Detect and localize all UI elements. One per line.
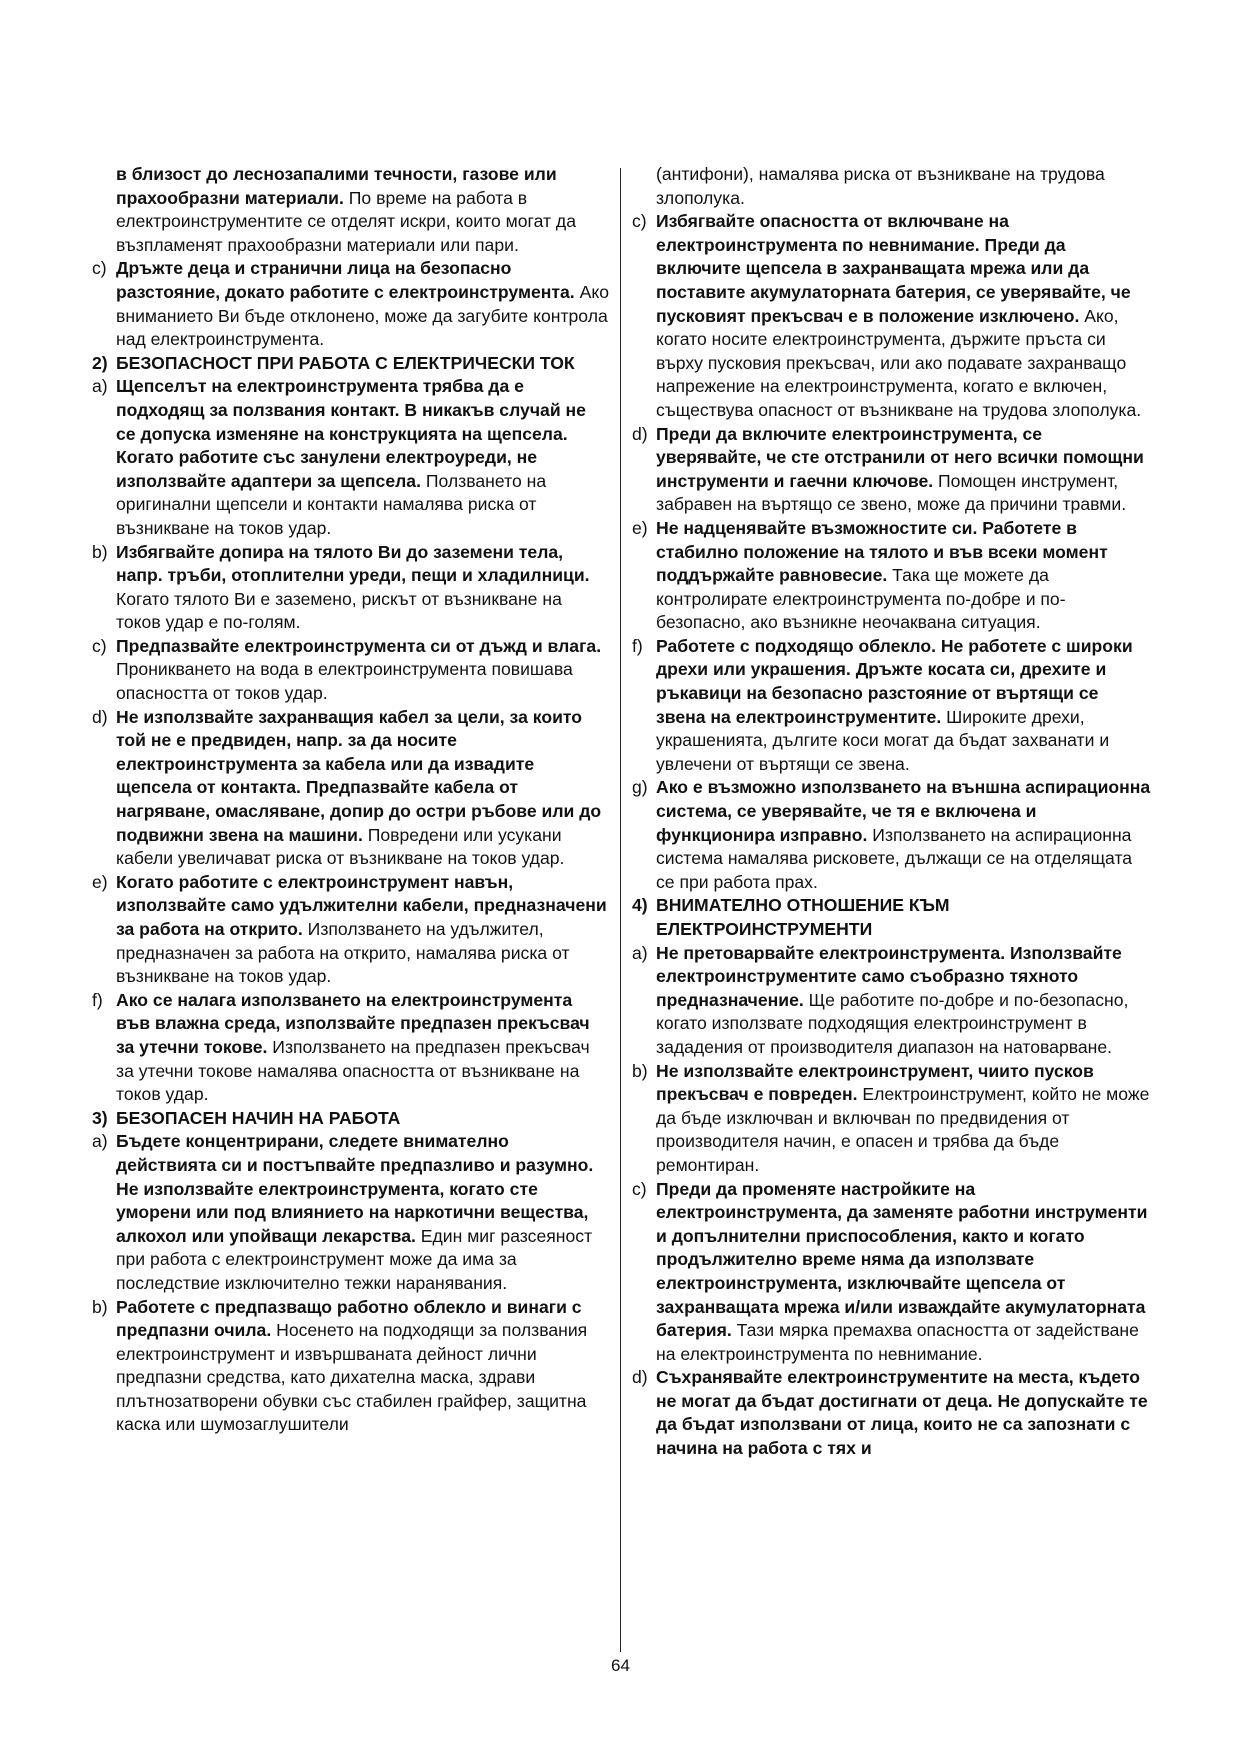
list-item: a) Не претоварвайте електроинструмента. Използвайте електроинструментите само съобразно тяхното предназначение. Ще работите по-добре и по-безопасно, когато използвате подходящия електроинструмент в зададения от производителя диапазон на натоварване. [632, 942, 1129, 1057]
list-item: g) Ако е възможно използването на външна аспирационна система, се уверявайте, че тя е включена и функционира изправно. Използването на аспирационна система намалява рисковете, дължащи се на отделящата се при работа прах. [632, 777, 1151, 892]
list-item: e) Когато работите с електроинструмент навън, използвайте само удължителни кабели, предназначени за работа на открито. Използването на удължител, предназначен за работа на открито, намалява риска от възникване на токов удар. [92, 871, 607, 987]
list-item: c) Преди да променяте настройките на електроинструмента, да заменяте работни инструменти и допълнителни приспособления, както и когато продължително време няма да използвате електроинструмента, изключвайте щепсела от захранващата мрежа и/или изваждайте акумулаторната батерия. Тази мярка премахва опасността от задействане на електроинструмента по невнимание. [632, 1178, 1148, 1364]
list-item: f) Ако се налага използването на електроинструмента във влажна среда, използвайте предпазен прекъсвач за утечни токове. Използването на предпазен прекъсвач за утечни токове намалява опасността от възникване на токов удар. [92, 989, 590, 1105]
list-item: e) Не надценявайте възможностите си. Работете в стабилно положение на тялото и във всеки момент поддържайте равновесие. Така ще можете да контролирате електроинструмента по-добре и по-безопасно, ако възникне неочаквана ситуация. [632, 517, 1108, 633]
left-column [92, 163, 610, 1437]
list-item: d) Преди да включите електроинструмента, се уверявайте, че сте отстранили от него всички помощни инструменти и гаечни ключове. Помощен инструмент, забравен на въртящо се звено, може да причини травми. [632, 423, 1144, 515]
section-heading: 2) БЕЗОПАСНОСТ ПРИ РАБОТА С ЕЛЕКТРИЧЕСКИ ТОК [92, 352, 575, 373]
section-heading: 4) ВНИМАТЕЛНО ОТНОШЕНИЕ КЪМ ЕЛЕКТРОИНСТРУМЕНТИ [632, 895, 950, 939]
list-item: d) Не използвайте захранващия кабел за цели, за които той не е предвиден, напр. за да носите електроинструмента за кабела или да извадите щепсела от контакта. Предпазвайте кабела от нагряване, омасляване, допир до остри ръбове или до подвижни звена на машини. Повредени или усукани кабели увеличават риска от възникване на токов удар. [92, 706, 602, 869]
right-column [632, 163, 1152, 1461]
list-item: b) Работете с предпазващо работно облекло и винаги с предпазни очила. Носенето на подходящи за ползвания електроинструмент и извършваната дейност лични предпазни средства, като дихателна маска, здрави плътнозатворени обувки със стабилен грайфер, защитна каска или шумозаглушители [92, 1296, 588, 1435]
paragraph-continued: в близост до леснозапалими течности, газове или прахообразни материали. По време на работа в електроинструментите се отделят искри, които могат да възпламенят прахообразни материали или пари. [116, 164, 576, 255]
list-item: a) Бъдете концентрирани, следете внимателно действията си и постъпвайте предпазливо и разумно. Не използвайте електроинструмента, когато сте уморени или под влиянието на наркотични вещества, алкохол или упойващи лекарства. Един миг разсеяност при работа с електроинструмент може да има за последствие изключително тежки наранявания. [92, 1131, 594, 1293]
paragraph-continued: (антифони), намалява риска от възникване на трудова злополука. [656, 164, 1105, 208]
list-item: c) Предпазвайте електроинструмента си от дъжд и влага. Проникването на вода в електроинструмента повишава опасността от токов удар. [92, 635, 602, 704]
list-item: d) Съхранявайте електроинструментите на места, където не могат да бъдат достигнати от деца. Не допускайте те да бъдат използвани от лица, които не са запознати с начина на работа с тях и [632, 1367, 1148, 1459]
page-number: 64 [611, 1656, 630, 1675]
list-item: a) Щепселът на електроинструмента трябва да е подходящ за ползвания контакт. В никакъв случай не се допуска изменяне на конструкцията на щепсела. Когато работите със занулени електроуреди, не използвайте адаптери за щепсела. Ползването на оригинални щепсели и контакти намалява риска от възникване на токов удар. [92, 376, 586, 538]
list-item: b) Не използвайте електроинструмент, чиито пусков прекъсвач е повреден. Електроинструмент, който не може да бъде изключван и включван по предвидения от производителя начин, е опасен и трябва да бъде ремонтиран. [632, 1060, 1150, 1175]
column-divider [620, 168, 621, 1652]
list-item: f) Работете с подходящо облекло. Не работете с широки дрехи или украшения. Дръжте косата си, дрехите и ръкавици на безопасно разстояние от въртящи се звена на електроинструментите. Широките дрехи, украшенията, дългите коси могат да бъдат захванати и увлечени от въртящи се звена. [632, 635, 1133, 774]
list-item: b) Избягвайте допира на тялото Ви до заземени тела, напр. тръби, отоплителни уреди, пещи и хладилници. Когато тялото Ви е заземено, рискът от възникване на токов удар е по-голям. [92, 541, 590, 633]
section-heading: 3) БЕЗОПАСЕН НАЧИН НА РАБОТА [92, 1107, 401, 1128]
list-item: c) Избягвайте опасността от включване на електроинструмента по невнимание. Преди да включите щепсела в захранващата мрежа или да поставите акумулаторната батерия, се уверявайте, че пусковият прекъсвач е в положение изключено. Ако, когато носите електроинструмента, държите пръста си върху пусковия прекъсвач, или ако подавате захранващо напрежение на електроинструмента, когато е включен, съществува опасност от възникване на трудова злополука. [632, 211, 1142, 420]
list-item: c) Дръжте деца и странични лица на безопасно разстояние, докато работите с електроинструмента. Ако вниманието Ви бъде отклонено, може да загубите контрола над електроинструмента. [92, 258, 610, 350]
